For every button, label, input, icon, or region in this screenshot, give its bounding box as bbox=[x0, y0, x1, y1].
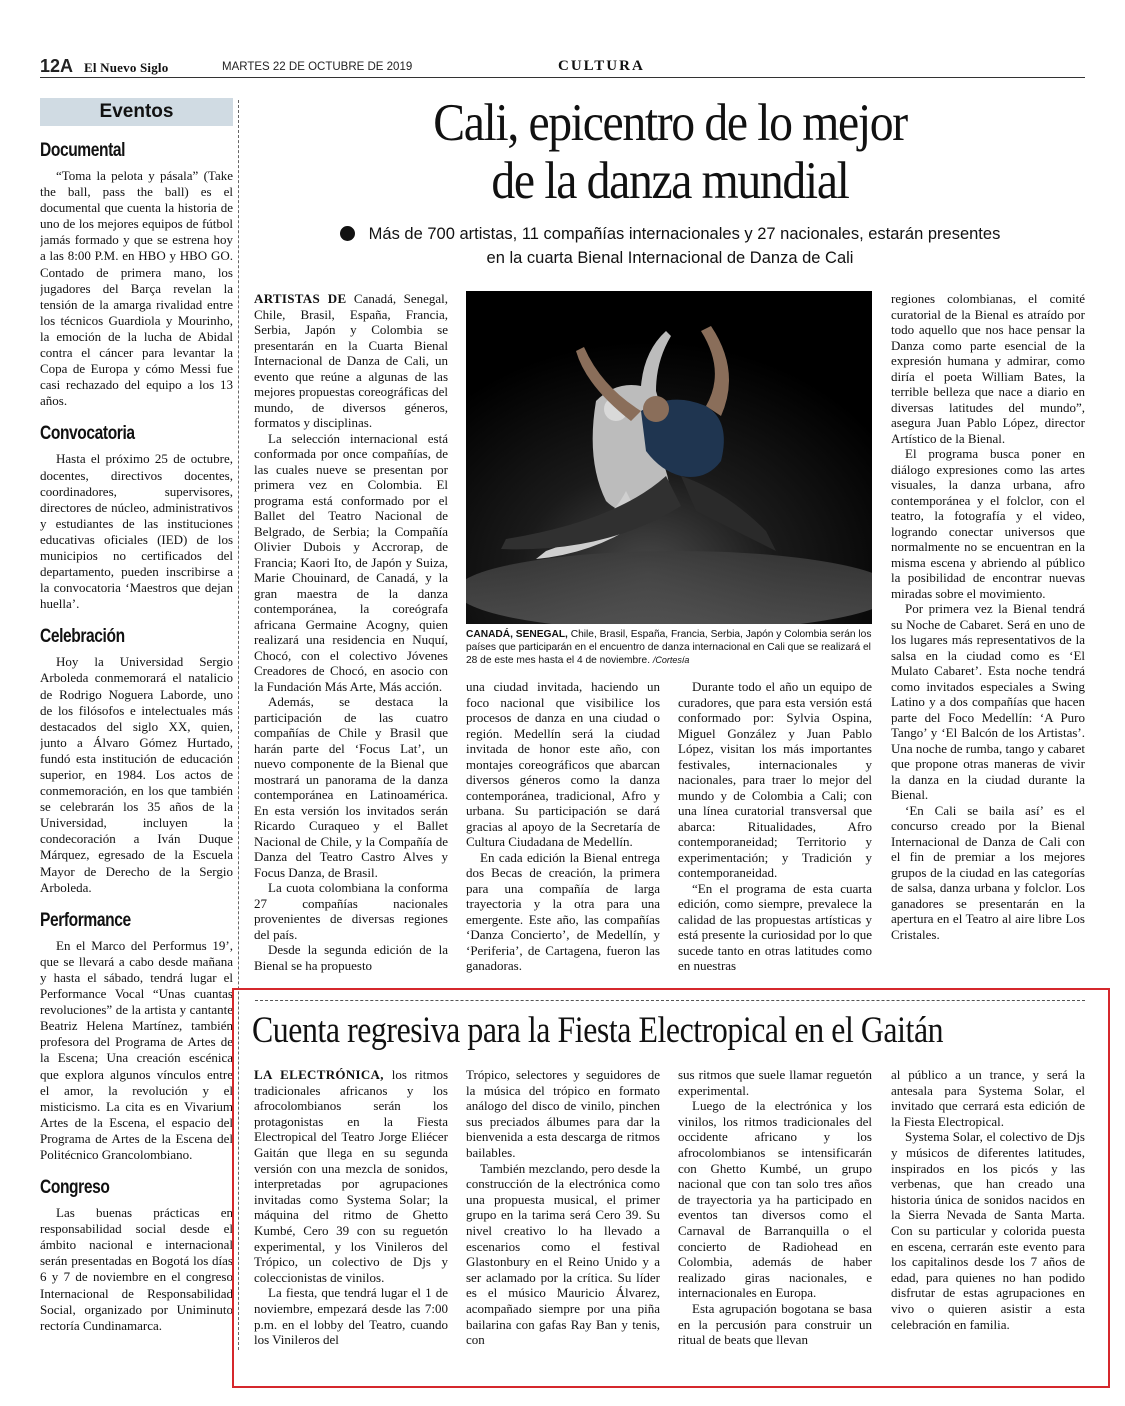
sidebar-item-convocatoria bbox=[40, 423, 233, 612]
dance-photo bbox=[466, 291, 872, 624]
sidebar-heading: Congreso bbox=[40, 1177, 110, 1199]
photo-caption bbox=[466, 628, 872, 667]
page-number: 12A bbox=[40, 56, 74, 76]
article-paragraph: La cuota colombiana la conforma 27 compañías nacionales provenientes de diversas regiones del país. bbox=[254, 880, 448, 942]
article-paragraph: Durante todo el año un equipo de curadores, que para esta versión está conformado por: Sylvia Ospina, Miguel González y Juan Pablo López, visitan los más importantes festivales, internacionales y nacionales, para traer lo mejor del mundo y de Colombia a Cali; con una línea curatorial transversal que abarca: Ritualidades, Afro contemporaneidad; Territorio y experimentación; y Tradición y contemporaneidad. bbox=[678, 679, 872, 880]
article-paragraph: LA ELECTRÓNICA, los ritmos tradicionales africanos y los afrocolombianos serán los protagonistas en la Fiesta Electropical del Teatro Jorge Eliécer Gaitán que llega en su segunda versión con una mezcla de sonidos, interpretadas por agrupaciones invitadas como Systema Solar; la máquina del ritmo de Ghetto Kumbé, Cero 39 con su reguetón experimental, y los Vinileros del Trópico, un colectivo de Djs y coleccionistas de vinilos. bbox=[254, 1067, 448, 1285]
lead-in: ARTISTAS DE bbox=[254, 291, 347, 306]
article-paragraph: La selección internacional está conformada por once compañías, de las cuales nueve se presentan por primera vez en Colombia. El programa está conformado por el Ballet del Teatro Nacional de Belgrado, de Serbia; la Compañía Olivier Dubois y Accrorap, de Francia; Kaori Ito, de Japón y Suiza, Marie Chouinard, de Canadá, y la gran maestra de la danza contemporánea, la coreógrafa africana Germaine Acogny, quien realizará una residencia en Nuquí, Chocó, con el colectivo Jóvenes Creadores de Chocó, en asocio con la Fundación Más Arte, Más acción. bbox=[254, 430, 448, 694]
sidebar-item-congreso bbox=[40, 1177, 233, 1334]
article-paragraph: ‘En Cali se baila así’ es el concurso creado por la Bienal Internacional de Danza de Cali con el fin de premiar a los mejores grupos de la ciudad en las categorías de salsa, danza urbana y folclor. Los ganadores se presentarán en la apertura en el Teatro al aire libre Los Cristales. bbox=[891, 802, 1085, 942]
article-column-2 bbox=[466, 679, 660, 988]
article-paragraph: Por primera vez la Bienal tendrá su Noche de Cabaret. Será en uno de los lugares más representativos de la salsa en la ciudad como es ‘El Mulato Cabaret’. Esta noche tendrá como invitados especiales a Swing Latino y a dos compañías que hacen parte del Foco Medellín: ‘A Puro Tango’ y ‘El Balcón de los Artistas’. Una noche de rumba, tango y cabaret que propone otras maneras de vivir la danza en la ciudad durante la Bienal. bbox=[891, 601, 1085, 802]
sidebar-item-documental bbox=[40, 140, 233, 409]
sidebar-text: Hasta el próximo 25 de octubre, docentes, directivos docentes, coordinadores, supervisores, directores de núcleo, administrativos y estudiantes de las instituciones educativas oficiales (IED) de los municipios no certificados del departamento, pueden inscribirse a la convocatoria ‘Maestros que dejan huella’. bbox=[40, 451, 233, 612]
caption-credit: /Cortesía bbox=[652, 655, 690, 665]
article-column-4 bbox=[891, 291, 1085, 988]
second-column-3 bbox=[678, 1067, 872, 1352]
article-paragraph: La fiesta, que tendrá lugar el 1 de noviembre, empezará desde las 7:00 p.m. en el lobby del Teatro, cuando los Vinileros del bbox=[254, 1285, 448, 1348]
events-sidebar bbox=[40, 98, 233, 1358]
sidebar-heading: Celebración bbox=[40, 626, 125, 648]
article-paragraph: regiones colombianas, el comité curatorial de la Bienal es atraído por todo aquello que nos hace pensar la Danza como parte esencial de la expresión humana y admirar, como diría el poeta William Bates, la terrible belleza que nace a diario en diversas latitudes del mundo”, asegura Juan Pablo López, director Artístico de la Bienal. bbox=[891, 291, 1085, 446]
sidebar-heading: Convocatoria bbox=[40, 423, 135, 445]
sidebar-title: Eventos bbox=[40, 98, 233, 126]
article-paragraph: ARTISTAS DE Canadá, Senegal, Chile, Brasil, España, Francia, Serbia, Japón y Colombia se presentarán en la Cuarta Bienal Internacional de Danza de Cali, un evento que reúne a algunas de las mejores propuestas coreográficas del mundo, de diversos géneros, formatos y disciplinas. bbox=[254, 291, 448, 430]
caption-lead: CANADÁ, SENEGAL, bbox=[466, 629, 568, 640]
article-paragraph: una ciudad invitada, haciendo un foco nacional que visibilice los procesos de danza en una ciudad o región. Medellín será la ciudad invitada de honor este año, con montajes coreográficos que abarcan diversos géneros como la danza contemporánea, tradicional, Afro y urbana. Su participación se dará gracias al apoyo de la Secretaría de Cultura Ciudadana de Medellín. bbox=[466, 679, 660, 849]
sidebar-item-performance bbox=[40, 910, 233, 1163]
headline-line: de la danza mundial bbox=[491, 152, 849, 210]
article-paragraph: También mezclando, pero desde la construcción de la electrónica como una propuesta musical, el primer grupo en la tarima será Cero 39. Su nivel creativo lo ha llevado a escenarios como el festival Glastonbury en el Reino Unido y a ser aclamado por la crítica. Su líder es el músico Mauricio Álvarez, acompañado siempre por una piña bailarina con gafas Ray Ban y tenis, con bbox=[466, 1160, 660, 1348]
sidebar-item-celebracion bbox=[40, 626, 233, 895]
sidebar-text: Las buenas prácticas en responsabilidad social desde el ámbito nacional e internacional serán presentadas en Bogotá los días 6 y 7 de noviembre en el congreso Internacional de Responsabilidad Social, organizado por Uniminuto rectoría Cundinamarca. bbox=[40, 1205, 233, 1333]
article-paragraph: al público a un trance, y será la antesala para Systema Solar, el invitado que cerrará esta edición de la Fiesta Electropical. bbox=[891, 1067, 1085, 1129]
subheadline-line: Más de 700 artistas, 11 compañías internacionales y 27 nacionales, estarán presentes bbox=[368, 225, 1001, 243]
sidebar-heading: Documental bbox=[40, 140, 126, 161]
main-headline bbox=[301, 94, 1039, 210]
article-paragraph: En cada edición la Bienal entrega dos Becas de creación, la primera para una compañía de larga trayectoria y la otra para una emergente. Este año, las compañías ‘Danza Concierto’, de Medellín, y ‘Periferia’, de Cartagena, fueron las ganadoras. bbox=[466, 849, 660, 973]
article-separator bbox=[255, 1000, 1085, 1001]
article-paragraph: “En el programa de esta cuarta edición, como siempre, prevalece la calidad de las propuestas artísticas y está presente la curiosidad por lo que sucede tanto en otras latitudes como en nuestras bbox=[678, 880, 872, 973]
second-column-4 bbox=[891, 1067, 1085, 1352]
subheadline-line: en la cuarta Bienal Internacional de Danza de Cali bbox=[486, 249, 854, 267]
sidebar-text: Hoy la Universidad Sergio Arboleda conmemorará el natalicio de Rodrigo Noguera Laborde, uno de los filósofos e intelectuales más destacados del siglo XX, quien, junto a Álvaro Gómez Hurtado, fundó esta institución de educación superior, en 1984. Los actos de conmemoración, en los que también se celebrarán los 35 años de la Universidad, incluyen la condecoración a Iván Duque Márquez, egresado de la Escuela Mayor de Derecho de la Sergio Arboleda. bbox=[40, 654, 233, 895]
issue-date: MARTES 22 DE OCTUBRE DE 2019 bbox=[222, 61, 413, 73]
dancers-image bbox=[466, 291, 872, 624]
article-paragraph: El programa busca poner en diálogo expresiones como las artes visuales, la danza urbana, afro contemporánea y el folclor, con el teatro, la fotografía y el video, logrando conectar universos que normalmente no se encuentran en la misma escena y abriendo al público la posibilidad de encontrar nuevas miradas sobre el movimiento. bbox=[891, 446, 1085, 601]
header-rule bbox=[40, 77, 1085, 78]
article-column-3 bbox=[678, 679, 872, 988]
page-header bbox=[40, 56, 1085, 78]
caption-text: Chile, Brasil, España, Francia, Serbia, Japón y Colombia serán los países que participarán en el encuentro de danza internacional en Cali que se realizará el 28 de este mes hasta el 4 de noviembre. bbox=[466, 629, 872, 666]
publication-name: El Nuevo Siglo bbox=[84, 60, 169, 75]
article-paragraph: sus ritmos que suele llamar reguetón experimental. bbox=[678, 1067, 872, 1098]
bullet-icon bbox=[340, 226, 355, 241]
sidebar-text: “Toma la pelota y pásala” (Take the ball, pass the ball) es el documental que cuenta la historia de uno de los mejores equipos de fútbol jamás formado y que se estrena hoy a las 8:00 P.M. en HBO y HBO GO. Contado de primera mano, los jugadores del Barça revelan la tensión de la amarga rivalidad entre los técnicos Guardiola y Mourinho, la emoción de la lucha de Abidal contra el cáncer para levantar la Copa de Europa y cómo Messi fue casi rechazado del equipo a los 13 años. bbox=[40, 168, 233, 409]
sidebar-heading: Performance bbox=[40, 909, 131, 931]
second-column-2 bbox=[466, 1067, 660, 1352]
lead-in: LA ELECTRÓNICA, bbox=[254, 1067, 384, 1082]
section-name: CULTURA bbox=[558, 58, 645, 74]
headline-line: Cali, epicentro de lo mejor bbox=[433, 94, 907, 152]
sidebar-text: En el Marco del Performus 19’, que se llevará a cabo desde mañana y hasta el sábado, tendrá lugar el Performance Vocal “Unas cuantas revoluciones” de la artista y cantante Beatriz Helena Martínez, también profesora del Programa de Artes de la Escena; Una creación escénica que explora algunos vínculos entre el amor, la revolución y el misticismo. La cita es en Vivarium Artes de la Escena, el espacio del Programa de Artes de la Escena del Politécnico Grancolombiano. bbox=[40, 937, 233, 1162]
second-column-1 bbox=[254, 1067, 448, 1352]
article-paragraph: Además, se destaca la participación de las cuatro compañías de Chile y Brasil que harán parte del ‘Focus Lat’, un nuevo componente de la Bienal que mostrará un panorama de la danza contemporánea en Latinoamérica. En esta versión los invitados serán Ricardo Curaqueo y el Ballet Nacional de Chile, y la Compañía de Danza del Teatro Castro Alves y Focus Danza, de Brasil. bbox=[254, 694, 448, 880]
article-paragraph: Desde la segunda edición de la Bienal se ha propuesto bbox=[254, 942, 448, 973]
article-paragraph: Trópico, selectores y seguidores de la música del trópico en formato análogo del disco de vinilo, pinchen sus preciados álbumes para dar la bienvenida a esta descarga de ritmos bailables. bbox=[466, 1067, 660, 1160]
main-subheadline bbox=[260, 222, 1080, 270]
article-paragraph: Luego de la electrónica y los vinilos, los ritmos tradicionales del occidente africano y los afrocolombianos se intensificarán con Ghetto Kumbé, un grupo nacional que con tan solo tres años de trayectoria ya ha participado en eventos tan diversos como el Carnaval de Barranquilla o el concierto de Radiohead en Colombia, además de haber realizado giras nacionales, e internacionales en Europa. bbox=[678, 1098, 872, 1301]
second-headline: Cuenta regresiva para la Fiesta Electropical en el Gaitán bbox=[252, 1010, 944, 1051]
article-paragraph: Esta agrupación bogotana se basa en la percusión para construir un ritual de beats que llevan bbox=[678, 1300, 872, 1348]
article-column-1 bbox=[254, 291, 448, 988]
article-paragraph: Systema Solar, el colectivo de Djs y músicos de diferentes latitudes, inspirados en los picós y las verbenas, que han creado una historia única de sonidos nacidos en la Sierra Nevada de Santa Marta. Con su particular y colorida puesta en escena, cerrarán este evento para los capitalinos desde los 7 años de edad, para quienes no han podido disfrutar de estas agrupaciones en vivo o quieren asistir a esta celebración en familia. bbox=[891, 1129, 1085, 1332]
